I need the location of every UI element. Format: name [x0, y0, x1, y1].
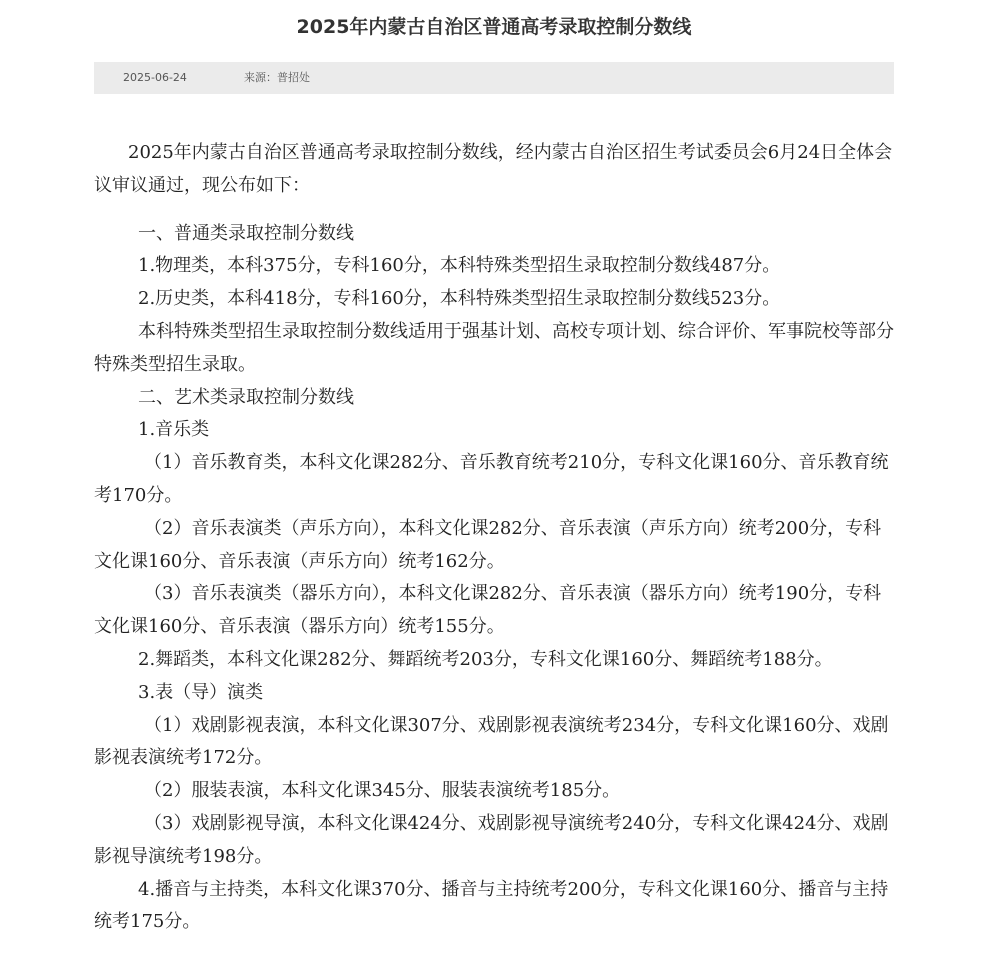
paragraph-physics: 1.物理类，本科375分，专科160分，本科特殊类型招生录取控制分数线487分。: [138, 255, 781, 277]
subheading-music: 1.音乐类: [138, 419, 210, 441]
paragraph-music-education: （1）音乐教育类，本科文化课282分、音乐教育统考210分，专科文化课160分、音乐教育统考170分。: [94, 452, 889, 506]
paragraph-fashion-performance: （2）服装表演，本科文化课345分、服装表演统考185分。: [144, 780, 621, 802]
paragraph-drama-performance: （1）戏剧影视表演，本科文化课307分、戏剧影视表演统考234分，专科文化课160分、戏剧影视表演统考172分。: [94, 714, 889, 769]
paragraph-special-types-note: 本科特殊类型招生录取控制分数线适用于强基计划、高校专项计划、综合评价、军事院校等部分特殊类型招生录取。: [94, 320, 894, 375]
article-meta-bar: [94, 62, 894, 94]
section-heading-general: 一、普通类录取控制分数线: [138, 222, 354, 244]
paragraph-music-instrumental: （3）音乐表演类（器乐方向），本科文化课282分、音乐表演（器乐方向）统考190分，专科文化课160分、音乐表演（器乐方向）统考155分。: [94, 583, 882, 638]
intro-paragraph: 2025年内蒙古自治区普通高考录取控制分数线，经内蒙古自治区招生考试委员会6月24日全体会议审议通过，现公布如下：: [94, 142, 893, 196]
publish-date: 2025-06-24: [123, 71, 187, 84]
paragraph-drama-directing: （3）戏剧影视导演，本科文化课424分、戏剧影视导演统考240分，专科文化课424分、戏剧影视导演统考198分。: [94, 812, 889, 867]
subheading-performance-directing: 3.表（导）演类: [138, 681, 264, 703]
article-source: 来源：普招处: [244, 71, 310, 84]
paragraph-history: 2.历史类，本科418分，专科160分，本科特殊类型招生录取控制分数线523分。: [138, 288, 781, 310]
page-title: 2025年内蒙古自治区普通高考录取控制分数线: [296, 16, 692, 38]
article-body: [94, 137, 894, 939]
paragraph-music-vocal: （2）音乐表演类（声乐方向），本科文化课282分、音乐表演（声乐方向）统考200分，专科文化课160分、音乐表演（声乐方向）统考162分。: [94, 517, 882, 572]
section-heading-arts: 二、艺术类录取控制分数线: [138, 386, 354, 408]
paragraph-broadcasting-hosting: 4.播音与主持类，本科文化课370分、播音与主持统考200分，专科文化课160分、播音与主持统考175分。: [94, 878, 889, 933]
paragraph-dance: 2.舞蹈类，本科文化课282分、舞蹈统考203分，专科文化课160分、舞蹈统考188分。: [138, 648, 833, 670]
